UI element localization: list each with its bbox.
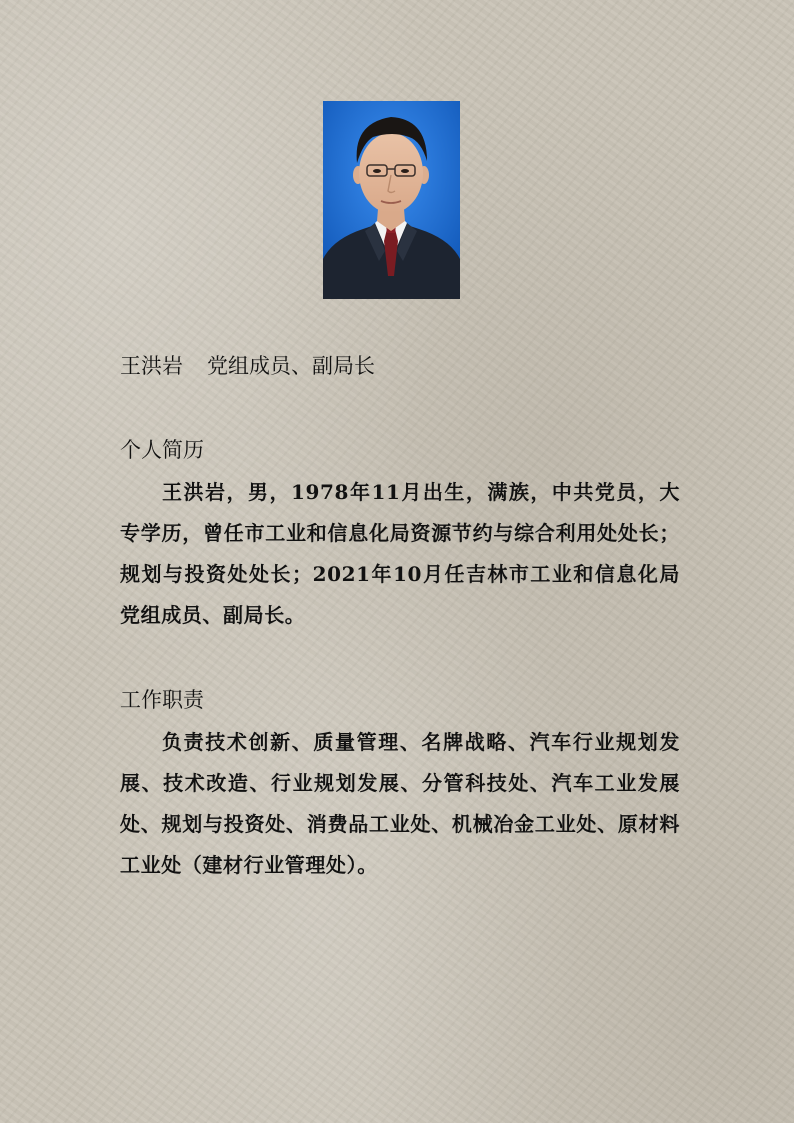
duties-heading: 工作职责 (120, 688, 204, 712)
bio-paragraph: 王洪岩，男，1978年11月出生，满族，中共党员，大专学历，曾任市工业和信息化局资源节约与综合利用处处长；规划与投资处处长；2021年10月任吉林市工业和信息化局党组成员、副局长。 (120, 480, 680, 627)
page-title (120, 352, 375, 380)
duties-paragraph: 负责技术创新、质量管理、名牌战略、汽车行业规划发展、技术改造、行业规划发展、分管科技处、汽车工业发展处、规划与投资处、消费品工业处、机械冶金工业处、原材料工业处（建材行业管理处）。 (120, 730, 680, 877)
person-position: 党组成员、副局长 (207, 354, 375, 378)
person-name: 王洪岩 (120, 354, 183, 378)
bio-heading: 个人简历 (120, 438, 204, 462)
portrait-photo (323, 101, 460, 299)
portrait-icon (323, 101, 460, 299)
